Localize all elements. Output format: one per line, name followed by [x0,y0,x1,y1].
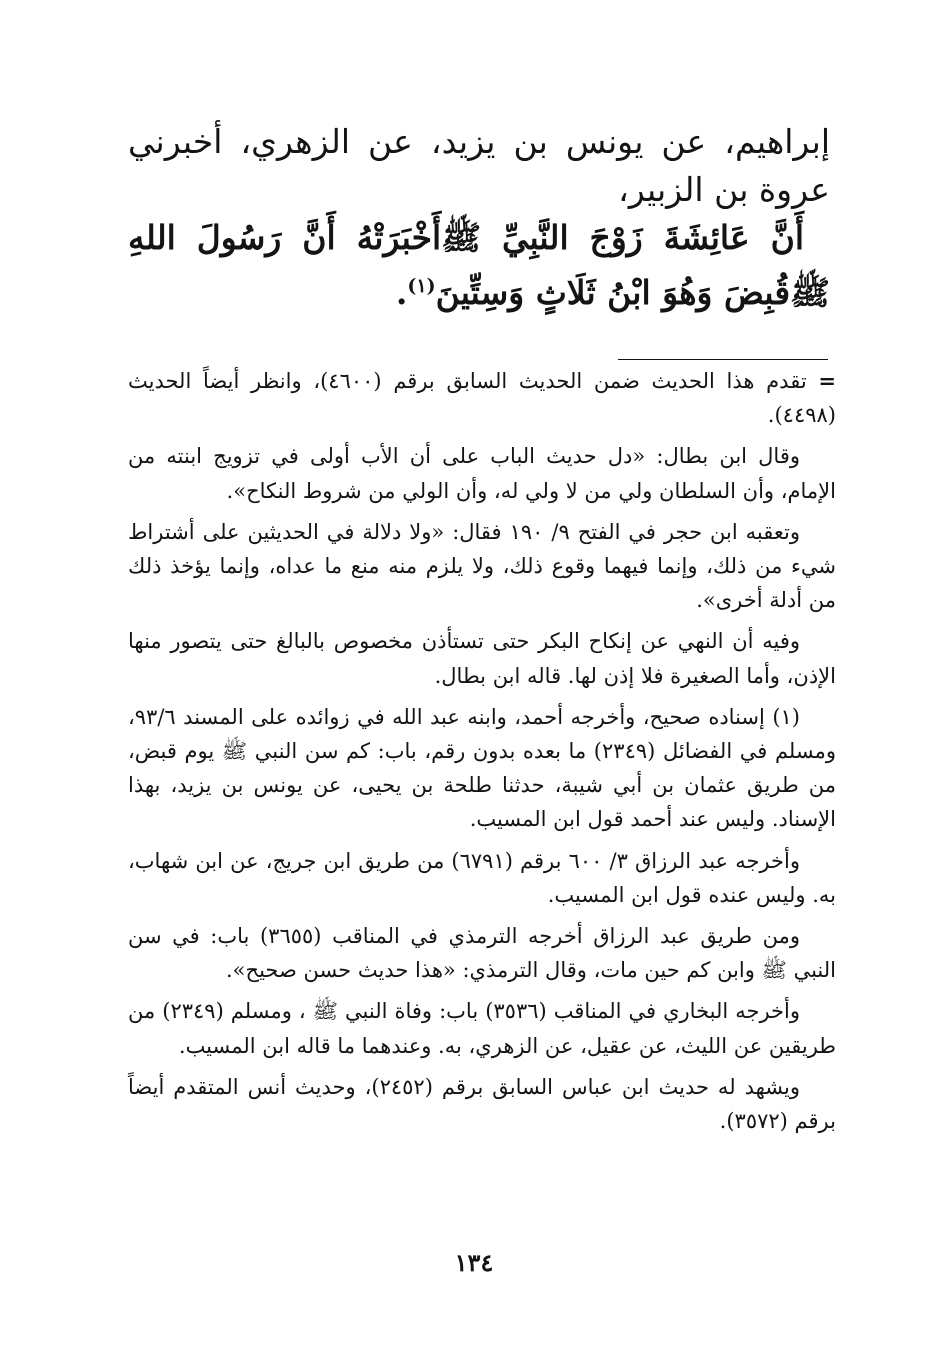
hadith-body: أَنَّ عَائِشَةَ زَوْجَ النَّبِيِّ ﷺأَخْبَرَتْهُ أَنَّ رَسُولَ اللهِ ﷺقُبِضَ وَهُوَ ابْنُ ثَلَاثٍ وَسِتِّينَ [128,218,830,312]
main-text [128,118,830,317]
footnotes [128,364,836,1145]
footnote-paragraph: وأخرجه البخاري في المناقب (٣٥٣٦) باب: وفاة النبي ﷺ ، ومسلم (٢٣٤٩) من طريقين عن الليث، عن عقيل، عن الزهري، به. وعندهما ما قاله ابن المسيب. [128,999,836,1058]
footnote-paragraph: وفيه أن النهي عن إنكاح البكر حتى تستأذن مخصوص بالبالغ حتى يتصور منها الإذن، وأما الصغيرة فلا إذن لها. قاله ابن بطال. [128,629,836,688]
footnote-paragraph: (١) إسناده صحيح، وأخرجه أحمد، وابنه عبد الله في زوائده على المسند ٩٣/٦، ومسلم في الفضائل (٢٣٤٩) ما بعده بدون رقم، باب: كم سن النبي ﷺ يوم قبض، من طريق عثمان بن أبي شيبة، حدثنا طلحة بن يحيى، عن يونس بن يزيد، بهذا الإسناد. وليس عند أحمد قول ابن المسيب. [128,704,836,832]
page-number: ١٣٤ [454,1248,494,1277]
footnote-paragraph: وتعقبه ابن حجر في الفتح ٩/ ١٩٠ فقال: «ولا دلالة في الحديثين على أشتراط شيء من ذلك، وإنما فيهما وقوع ذلك، ولا يلزم منه منع ما عداه، وإنما يؤخذ ذلك من أدلة أخرى». [128,519,836,613]
continuation-text: تقدم هذا الحديث ضمن الحديث السابق برقم (٤٦٠٠)، وانظر أيضاً الحديث (٤٤٩٨). [128,369,836,428]
isnad-text: إبراهيم، عن يونس بن يزيد، عن الزهري، أخبرني عروة بن الزبير، [128,122,830,209]
continuation-mark: = [818,368,836,393]
footnote-separator [618,359,828,360]
footnote-continuation [128,364,836,432]
footnote-paragraph: ويشهد له حديث ابن عباس السابق برقم (٢٤٥٢)، وحديث أنس المتقدم أيضاً برقم (٣٥٧٢). [128,1074,836,1134]
footnote-paragraph: وأخرجه عبد الرزاق ٣/ ٦٠٠ برقم (٦٧٩١) من طريق ابن جريج، عن ابن شهاب، به. وليس عنده قول ابن المسيب. [128,848,836,907]
hadith-text [128,214,830,317]
footnote-marker: (١) [407,275,436,297]
footnote-paragraph: وقال ابن بطال: «دل حديث الباب على أن الأب أولى في تزويج ابنته من الإمام، وأن السلطان ولي من لا ولي له، وأن الولي من شروط النكاح». [128,444,836,503]
footnote-paragraph: ومن طريق عبد الرزاق أخرجه الترمذي في المناقب (٣٦٥٥) باب: في سن النبي ﷺ وابن كم حين مات، وقال الترمذي: «هذا حديث حسن صحيح». [128,924,836,983]
hadith-end: . [395,273,408,312]
